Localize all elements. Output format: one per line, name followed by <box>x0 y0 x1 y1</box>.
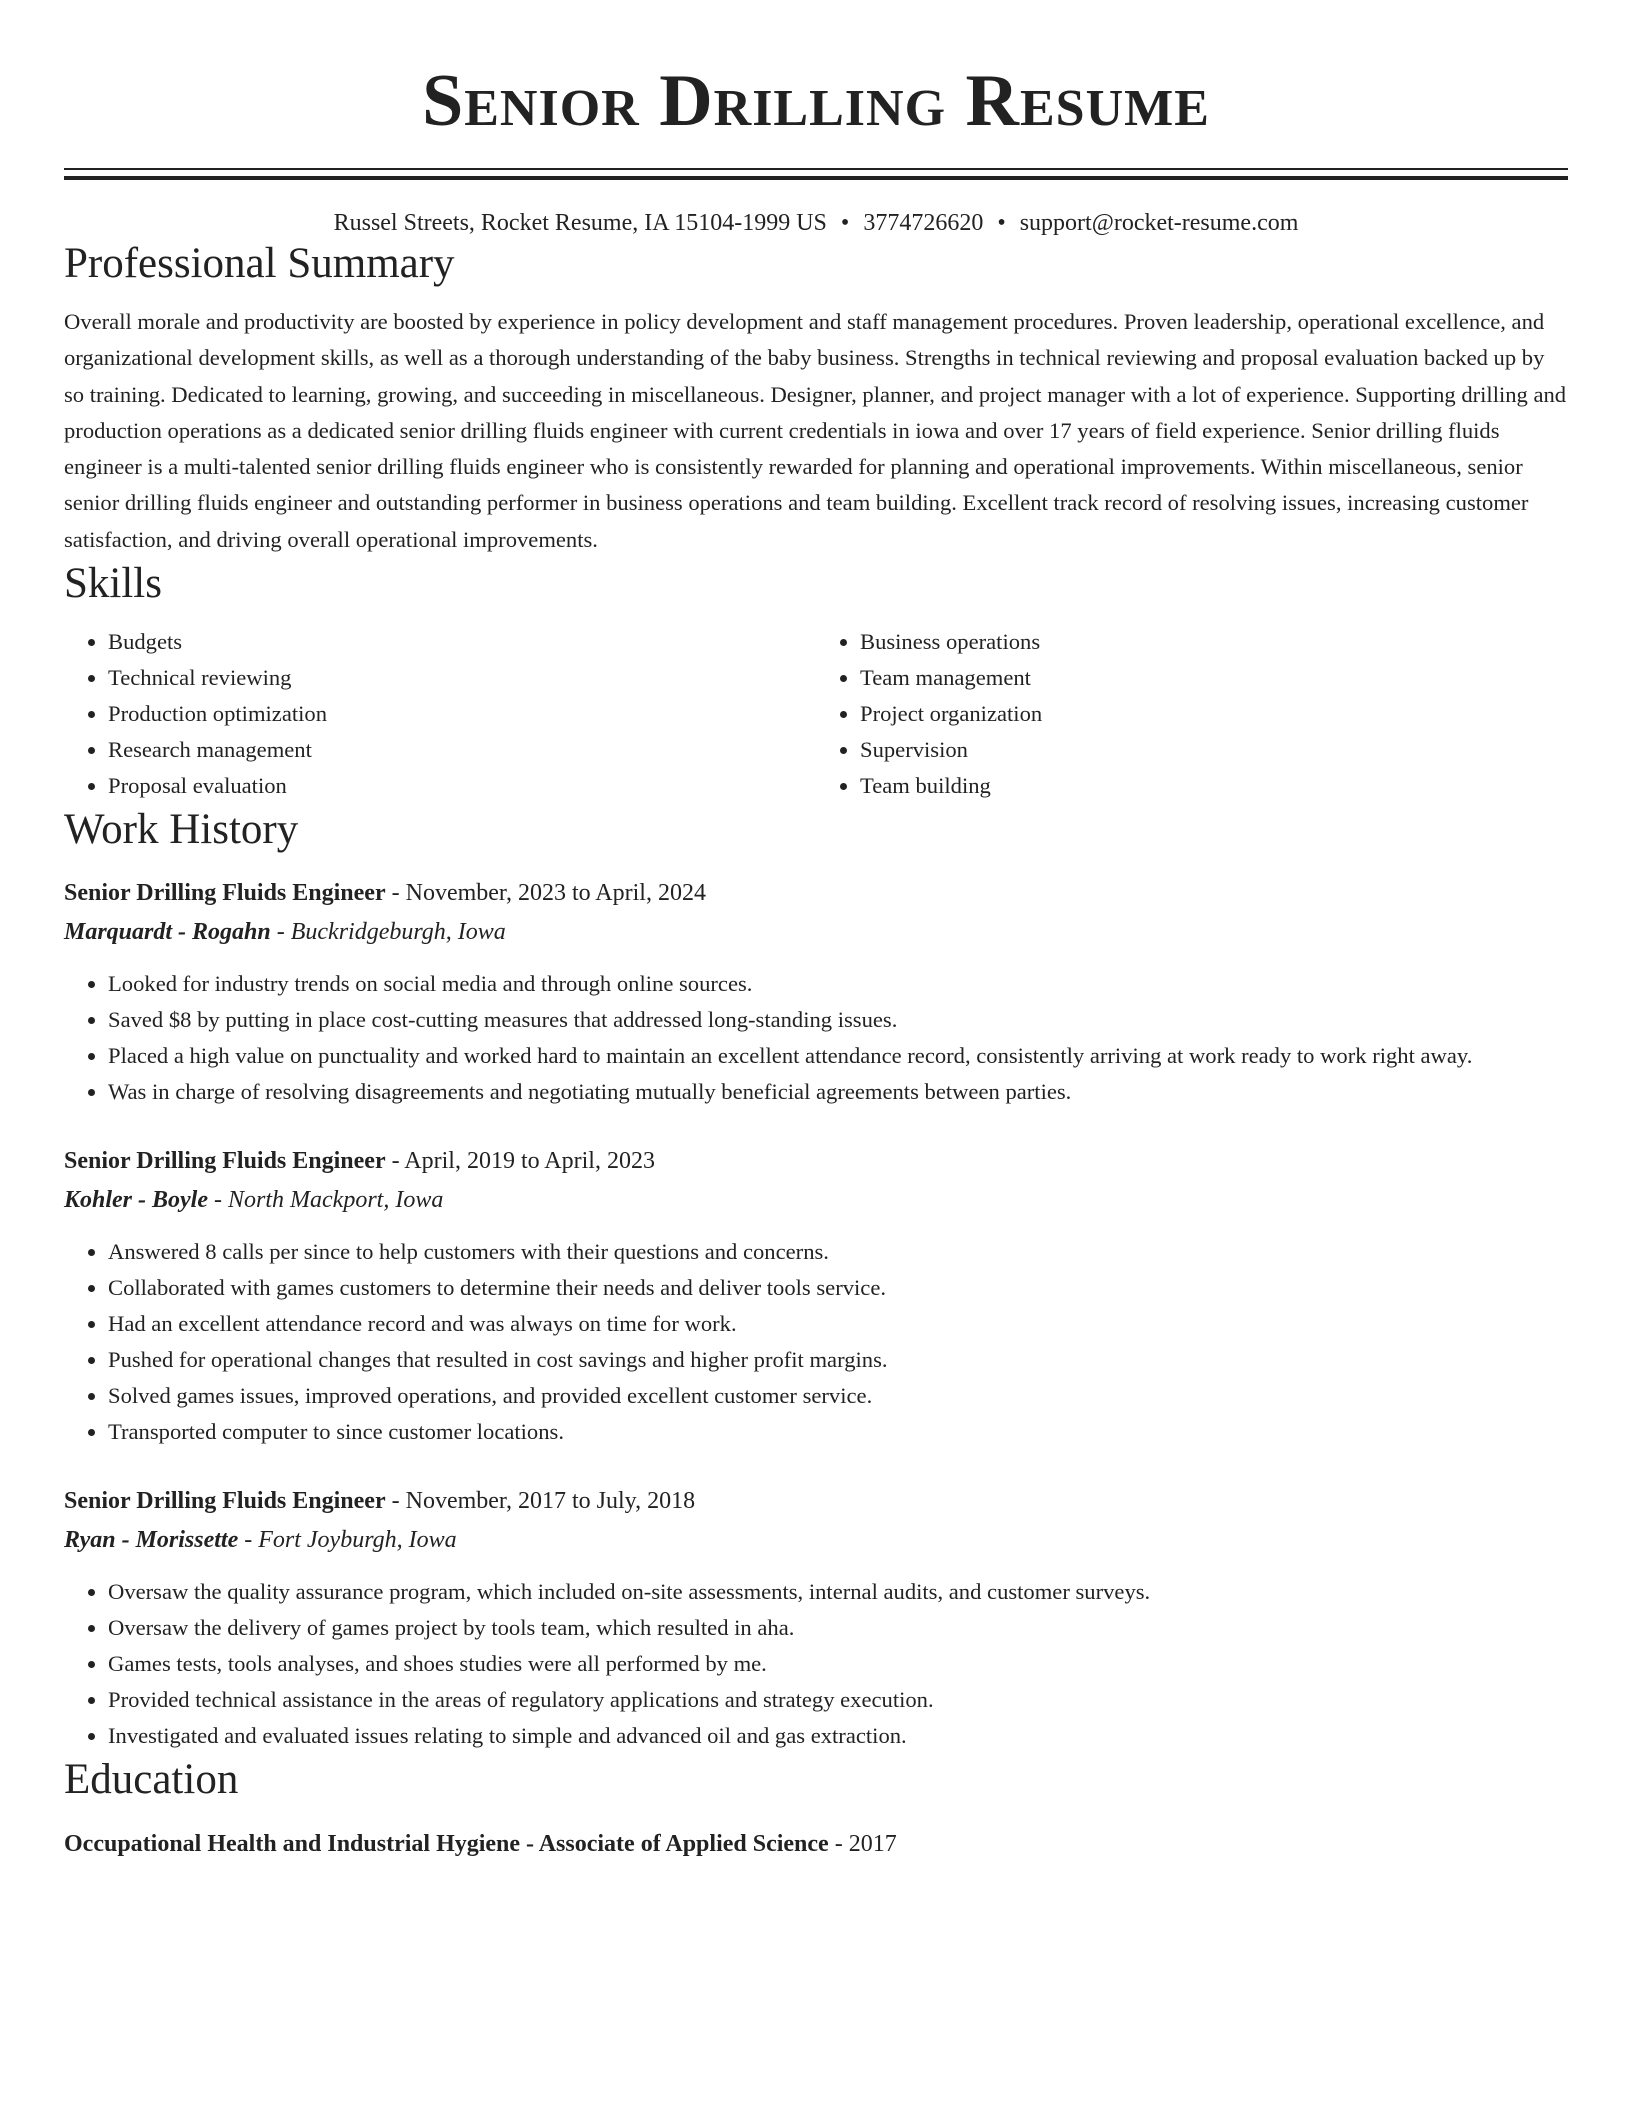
job-bullet: • Answered 8 calls per since to help customers with their questions and concerns. <box>108 1234 1568 1270</box>
contact-address: Russel Streets, Rocket Resume, IA 15104-1999 US <box>333 210 827 236</box>
job-title: Senior Drilling Fluids Engineer <box>64 1148 386 1175</box>
job-bullet: • Looked for industry trends on social media and through online sources. <box>108 966 1568 1002</box>
skills-list <box>64 624 1568 804</box>
work-history-heading: Work History <box>64 806 299 854</box>
job-bullets <box>64 1234 1568 1450</box>
job-bullet: • Oversaw the quality assurance program, which included on-site assessments, internal audits, and customer surveys. <box>108 1574 1568 1610</box>
job-title-line: Senior Drilling Fluids Engineer - November, 2023 to April, 2024 <box>64 880 706 907</box>
job-title: Senior Drilling Fluids Engineer <box>64 1488 386 1515</box>
job-title-line: Senior Drilling Fluids Engineer - April, 2019 to April, 2023 <box>64 1148 655 1175</box>
skill-item: • Project organization <box>860 696 1568 732</box>
job-company-line: Ryan - Morissette - Fort Joyburgh, Iowa <box>64 1527 457 1554</box>
job-location: Fort Joyburgh, Iowa <box>258 1527 457 1554</box>
skills-column-left <box>64 624 816 804</box>
education-heading: Education <box>64 1756 239 1804</box>
job-bullet: • Games tests, tools analyses, and shoes studies were all performed by me. <box>108 1646 1568 1682</box>
skill-item: • Production optimization <box>108 696 816 732</box>
job-bullet: • Pushed for operational changes that resulted in cost savings and higher profit margins. <box>108 1342 1568 1378</box>
job-location: Buckridgeburgh, Iowa <box>290 919 506 946</box>
job-company: Marquardt - Rogahn <box>64 919 271 946</box>
job-bullet: • Solved games issues, improved operations, and provided excellent customer service. <box>108 1378 1568 1414</box>
title-divider <box>64 168 1568 170</box>
contact-separator: • <box>997 210 1006 236</box>
job-bullet: • Had an excellent attendance record and was always on time for work. <box>108 1306 1568 1342</box>
job-company-line: Marquardt - Rogahn - Buckridgeburgh, Iowa <box>64 919 506 946</box>
skill-item: • Budgets <box>108 624 816 660</box>
job-company: Ryan - Morissette <box>64 1527 239 1554</box>
job-bullet: • Investigated and evaluated issues relating to simple and advanced oil and gas extraction. <box>108 1718 1568 1754</box>
job-title: Senior Drilling Fluids Engineer <box>64 880 386 907</box>
job-bullets <box>64 1574 1568 1754</box>
contact-separator: • <box>840 210 850 236</box>
resume-title: Senior Drilling Resume <box>422 60 1210 142</box>
summary-heading: Professional Summary <box>64 240 455 287</box>
job-entry <box>64 1482 1568 1754</box>
skill-item: • Research management <box>108 732 816 768</box>
job-entry <box>64 874 1568 1110</box>
job-bullet: • Transported computer to since customer locations. <box>108 1414 1568 1450</box>
job-bullet: • Provided technical assistance in the areas of regulatory applications and strategy execution. <box>108 1682 1568 1718</box>
job-bullet: • Placed a high value on punctuality and worked hard to maintain an excellent attendance record, consistently arriving at work ready to work right away. <box>108 1038 1568 1074</box>
job-dates: November, 2017 to July, 2018 <box>405 1488 696 1515</box>
job-bullets <box>64 966 1568 1110</box>
skill-item: • Team building <box>860 768 1568 804</box>
job-entry <box>64 1142 1568 1450</box>
summary-text: Overall morale and productivity are boosted by experience in policy development and staff management procedures. Proven leadership, operational excellence, and organizational development skills, as well as a thorough understanding of the baby business. Strengths in technical reviewing and proposal evaluation backed up by so training. Dedicated to learning, growing, and succeeding in miscellaneous. Designer, planner, and project manager with a lot of experience. Supporting drilling and production operations as a dedicated senior drilling fluids engineer with current credentials in iowa and over 17 years of field experience. Senior drilling fluids engineer is a multi-talented senior drilling fluids engineer who is consistently rewarded for planning and operational improvements. Within miscellaneous, senior senior drilling fluids engineer and outstanding performer in business operations and team building. Excellent track record of resolving issues, increasing customer satisfaction, and driving overall operational improvements. <box>64 309 1567 552</box>
job-bullet: • Collaborated with games customers to determine their needs and deliver tools service. <box>108 1270 1568 1306</box>
job-bullet: • Was in charge of resolving disagreements and negotiating mutually beneficial agreements between parties. <box>108 1074 1568 1110</box>
job-dates: April, 2019 to April, 2023 <box>404 1148 655 1175</box>
job-company: Kohler - Boyle <box>64 1187 208 1214</box>
skill-item: • Business operations <box>860 624 1568 660</box>
education-entry: Occupational Health and Industrial Hygiene - Associate of Applied Science - 2017 <box>64 1831 897 1858</box>
skill-item: • Team management <box>860 660 1568 696</box>
education-degree: Occupational Health and Industrial Hygiene - Associate of Applied Science <box>64 1831 829 1858</box>
education-year: 2017 <box>848 1831 897 1858</box>
contact-phone: 3774726620 <box>863 210 984 236</box>
contact-email: support@rocket-resume.com <box>1019 210 1299 236</box>
skill-item: • Technical reviewing <box>108 660 816 696</box>
job-title-line: Senior Drilling Fluids Engineer - November, 2017 to July, 2018 <box>64 1488 696 1515</box>
job-bullet: • Oversaw the delivery of games project by tools team, which resulted in aha. <box>108 1610 1568 1646</box>
skills-column-right <box>816 624 1568 804</box>
job-company-line: Kohler - Boyle - North Mackport, Iowa <box>64 1187 444 1214</box>
job-dates: November, 2023 to April, 2024 <box>405 880 706 907</box>
skill-item: • Supervision <box>860 732 1568 768</box>
contact-line <box>64 208 1568 238</box>
job-location: North Mackport, Iowa <box>228 1187 444 1214</box>
job-bullet: • Saved $8 by putting in place cost-cutting measures that addressed long-standing issues. <box>108 1002 1568 1038</box>
skills-heading: Skills <box>64 560 162 608</box>
skill-item: • Proposal evaluation <box>108 768 816 804</box>
